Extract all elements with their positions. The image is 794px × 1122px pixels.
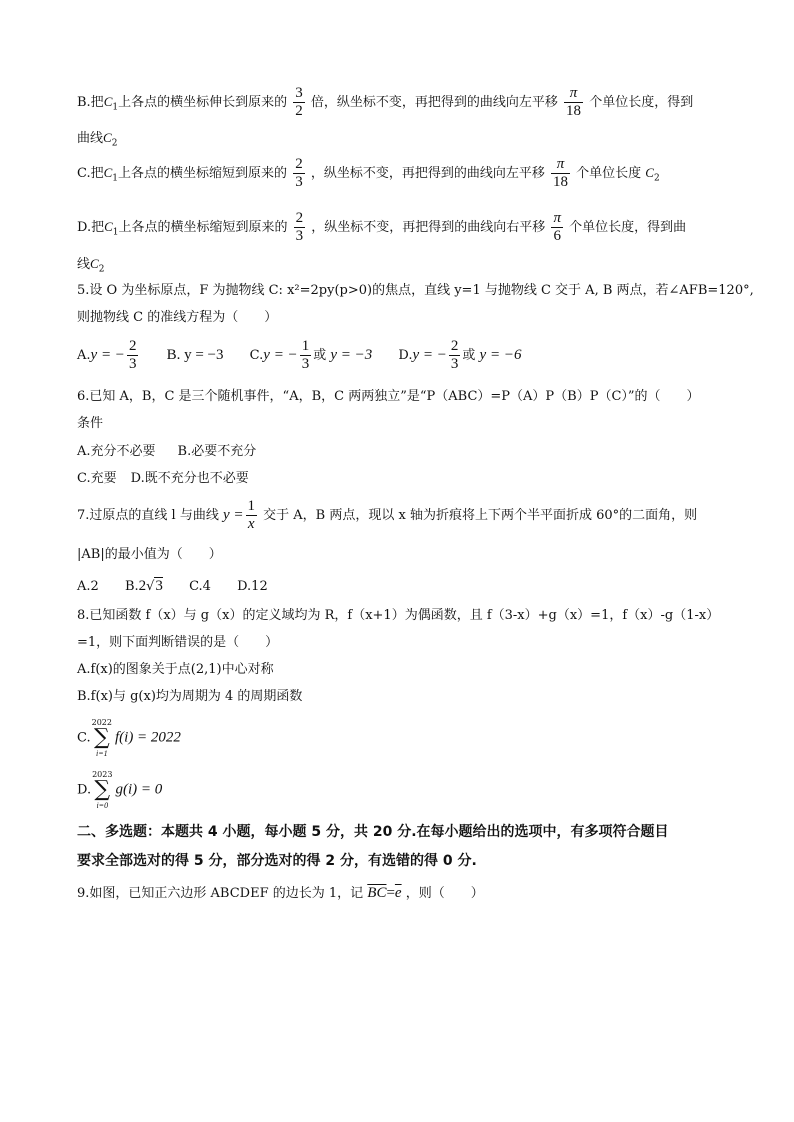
fraction: $\frac{\pi}{18}$ [566,85,582,119]
q6-option-d: D.既不充分也不必要 [130,471,249,486]
q7-option-d: D.12 [237,579,268,594]
q5-option-c: C.y = − $\frac{1}{3}$ 或 y = −3 [249,338,373,372]
q6-stem-line1: 6.已知 A，B，C 是三个随机事件，“A，B，C 两两独立”是“P（ABC）=P（A）P（B）P（C）”的（ ） [77,389,700,404]
q9-stem: 9.如图，已知正六边形 ABCDEF 的边长为 1，记 $\overline{BC}=\overline{e}$ ，则（ ） [77,885,484,901]
q5-stem-line1: 5.设 O 为坐标原点，F 为抛物线 C: x²=2py(p>0)的焦点，直线 y=1 与抛物线 C 交于 A, B 两点，若∠AFB=120°, [77,283,754,298]
fraction: $\frac{\pi}{6}$ [553,210,561,244]
q6-stem-line2: 条件 [77,416,104,431]
q6-option-b: B.必要不充分 [177,444,257,459]
q4-option-d-cont: 线$C_2$ [77,256,105,275]
q7-stem-line1: 7.过原点的直线 l 与曲线 y = $\frac{1}{x}$ 交于 A，B 两点，现以 x 轴为折痕将上下两个半平面折成 60°的二面角，则 [77,498,698,532]
q7-stem-line2: |AB|的最小值为（ ） [77,547,222,562]
q8-stem-line1: 8.已知函数 f（x）与 g（x）的定义域均为 R，f（x+1）为偶函数，且 f（3-x）+g（x）=1，f（x）-g（1-x） [77,608,720,623]
q8-option-c: C. 2022 ∑ i=1 f(i) = 2022 [77,718,181,758]
fraction: $\frac{1}{x}$ [247,498,255,532]
fraction: $\frac{\pi}{18}$ [552,156,568,190]
q8-option-d: D. 2023 ∑ i=0 g(i) = 0 [77,770,163,810]
section-heading-cont: 要求全部选对的得 5 分，部分选对的得 2 分，有选错的得 0 分. [77,853,477,869]
summation-symbol: 2022 ∑ i=1 [91,718,112,758]
q8-option-a: A.f(x)的图象关于点(2,1)中心对称 [77,662,274,677]
q4-option-d: D.把$C_1$上各点的横坐标缩短到原来的 $\frac{2}{3}$ ，纵坐标不变，再把得到的曲线向右平移 $\frac{\pi}{6}$ 个单位长度，得到曲 [77,210,687,244]
summation-symbol: 2023 ∑ i=0 [92,770,113,810]
q7-option-c: C.4 [189,579,211,594]
q4-option-b-cont: 曲线$C_2$ [77,130,118,149]
q5-option-d: D.y = − $\frac{2}{3}$ 或 y = −6 [398,338,522,372]
q8-stem-line2: =1，则下面判断错误的是（ ） [77,635,279,650]
fraction: $\frac{3}{2}$ [295,85,303,119]
q5-option-a: A.y = − $\frac{2}{3}$ [77,338,137,372]
q7-option-b: B.2√3 [124,578,163,594]
q7-option-a: A.2 [77,579,99,594]
q6-options-row2 [77,470,271,488]
q4-option-c: C.把$C_1$上各点的横坐标缩短到原来的 $\frac{2}{3}$ ，纵坐标不变，再把得到的曲线向左平移 $\frac{\pi}{18}$ 个单位长度 $C_2$ [77,156,660,190]
q6-option-c: C.充要 [77,471,117,486]
q5-option-b: B. y = −3 [166,347,224,363]
section-heading: 二、多选题：本题共 4 小题，每小题 5 分，共 20 分.在每小题给出的选项中，有多项符合题目 [77,824,669,840]
fraction: $\frac{2}{3}$ [295,156,303,190]
q4-option-b: B.把$C_1$上各点的横坐标伸长到原来的 $\frac{3}{2}$ 倍，纵坐标不变，再把得到的曲线向左平移 $\frac{\pi}{18}$ 个单位长度，得到 [77,85,694,119]
q6-options-row1 [77,443,278,461]
q8-option-b: B.f(x)与 g(x)均为周期为 4 的周期函数 [77,689,303,704]
fraction: $\frac{2}{3}$ [295,210,304,244]
q6-option-a: A.充分不必要 [77,444,156,459]
q5-stem-line2: 则抛物线 C 的准线方程为（ ） [77,310,278,325]
q7-options [77,577,290,596]
q5-options [77,338,543,373]
